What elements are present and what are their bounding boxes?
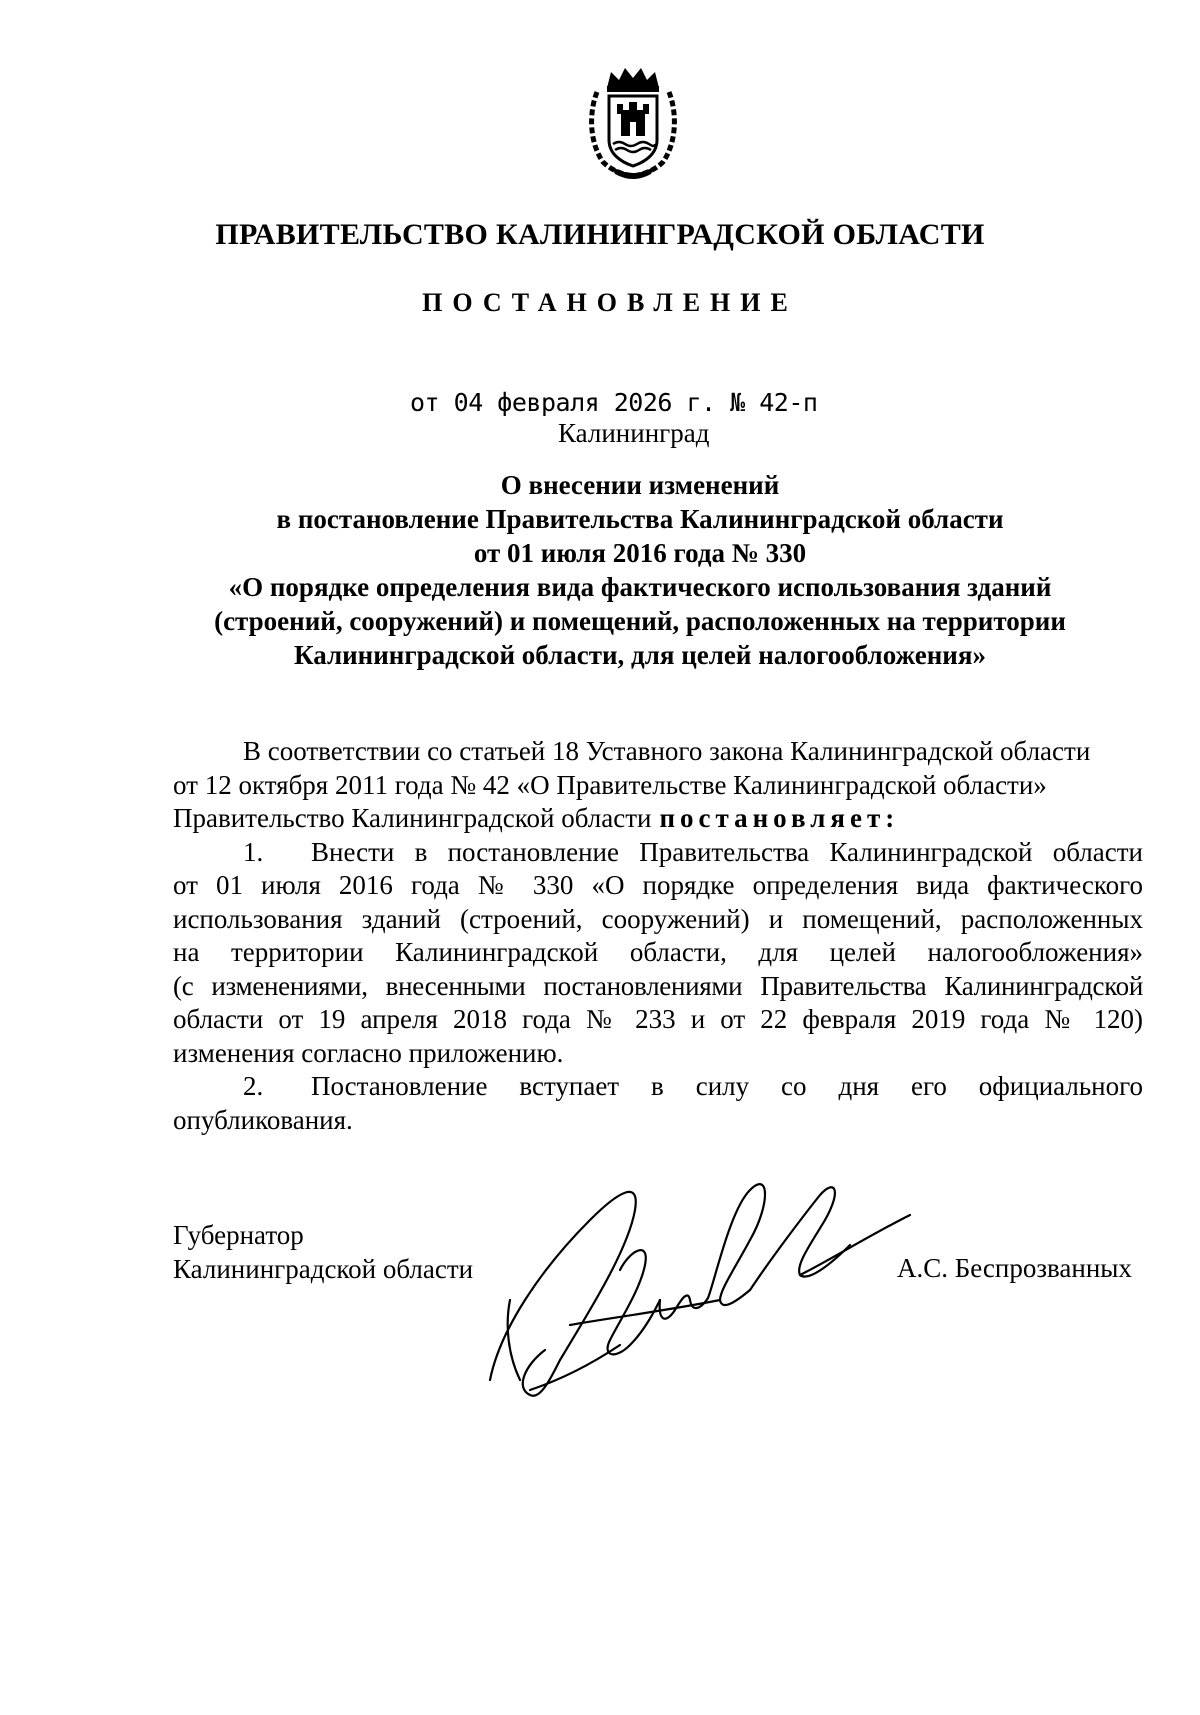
signatory-position <box>173 1218 473 1286</box>
position-line: Губернатор <box>173 1220 304 1250</box>
document-date-number: от 04 февраля 2026 г. № 42-п <box>410 388 818 417</box>
resolves-word: постановляет: <box>659 803 900 833</box>
position-line: Калининградской области <box>173 1254 474 1284</box>
item-text: от 01 июля 2016 года № 330 «О порядке определения вида фактического <box>173 870 1143 900</box>
document-title <box>180 468 1100 672</box>
item-text: опубликования. <box>173 1104 353 1135</box>
preamble-text: В соответствии со статьей 18 Уставного закона Калининградской области <box>243 736 1091 766</box>
item-number: 1. <box>243 836 264 867</box>
document-type: ПОСТАНОВЛЕНИЕ <box>422 288 798 317</box>
title-line: О внесении изменений <box>500 470 780 500</box>
item-text: использования зданий (строений, сооружений) и помещений, расположенных <box>173 903 1143 934</box>
preamble-line <box>173 802 1143 836</box>
item-line <box>173 1104 1143 1138</box>
item-line <box>173 936 1143 970</box>
item-line <box>173 1003 1143 1037</box>
item-number: 2. <box>243 1071 264 1101</box>
item-line <box>173 903 1143 937</box>
item-line <box>173 970 1143 1004</box>
signatory-name: А.С. Беспрозванных <box>897 1253 1132 1283</box>
item-text: на территории Калининградской области, для целей налогообложения» <box>173 937 1143 967</box>
title-line: Калининградской области, для целей налогообложения» <box>294 640 986 670</box>
title-line: (строений, сооружений) и помещений, расположенных на территории <box>214 606 1066 636</box>
item-text: области от 19 апреля 2018 года № 233 и от 22 февраля 2019 года № 120) <box>173 1004 1143 1034</box>
organization-name: ПРАВИТЕЛЬСТВО КАЛИНИНГРАДСКОЙ ОБЛАСТИ <box>215 218 985 251</box>
item-line <box>173 1037 1143 1071</box>
item-text: Внести в постановление Правительства Калининградской области <box>311 836 1143 867</box>
preamble-text: от 12 октября 2011 года № 42 «О Правительстве Калининградской области» <box>173 769 1047 800</box>
item-text: Постановление вступает в силу со дня его официального <box>311 1071 1143 1101</box>
item-1 <box>173 836 1143 870</box>
title-line: в постановление Правительства Калининградской области <box>276 504 1004 534</box>
title-line: от 01 июля 2016 года № 330 <box>473 538 807 568</box>
item-text: изменения согласно приложению. <box>173 1037 564 1068</box>
preamble-text: Правительство Калининградской области <box>173 803 652 833</box>
preamble-line <box>173 769 1143 803</box>
document-body <box>173 735 1143 1137</box>
document-city: Калининград <box>558 418 710 448</box>
title-line: «О порядке определения вида фактического использования зданий <box>228 572 1052 602</box>
item-text: (с изменениями, внесенными постановлениями Правительства Калининградской <box>173 970 1143 1001</box>
item-2 <box>173 1070 1143 1104</box>
handwritten-signature <box>470 1150 950 1410</box>
preamble-line <box>173 735 1143 769</box>
item-line <box>173 869 1143 903</box>
coat-of-arms-icon <box>585 62 681 180</box>
